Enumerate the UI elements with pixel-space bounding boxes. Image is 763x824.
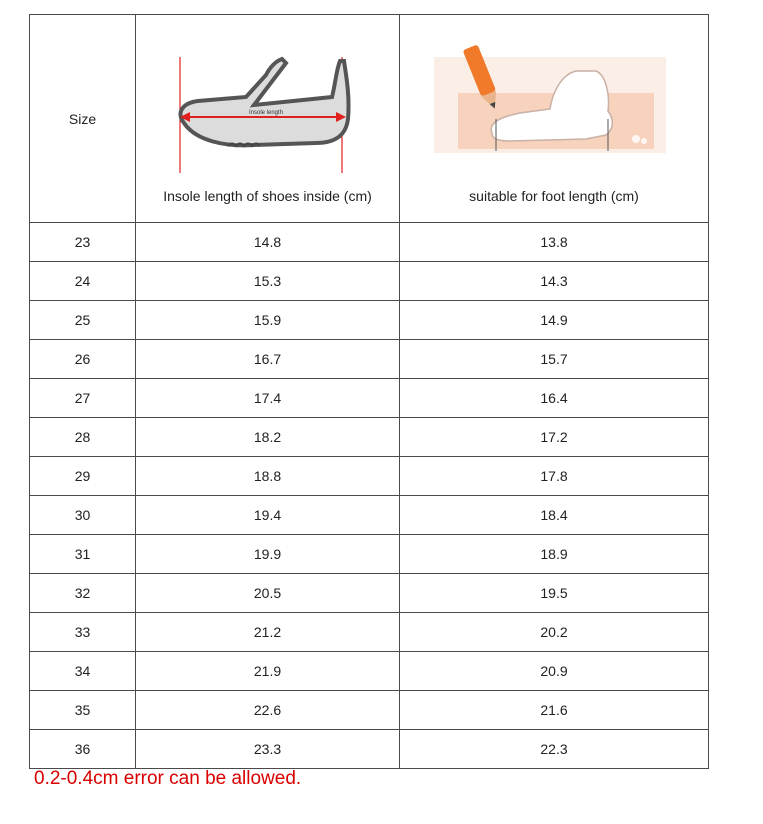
size-cell: 35 bbox=[30, 691, 136, 730]
size-cell: 23 bbox=[30, 223, 136, 262]
insole-header bbox=[136, 15, 400, 223]
size-cell: 31 bbox=[30, 535, 136, 574]
insole-cell: 15.3 bbox=[136, 262, 400, 301]
table-row bbox=[30, 613, 709, 652]
insole-cell: 17.4 bbox=[136, 379, 400, 418]
insole-cell: 19.4 bbox=[136, 496, 400, 535]
table-row bbox=[30, 301, 709, 340]
size-cell: 26 bbox=[30, 340, 136, 379]
foot-cell: 17.2 bbox=[400, 418, 709, 457]
size-cell: 32 bbox=[30, 574, 136, 613]
foot-cell: 14.9 bbox=[400, 301, 709, 340]
size-cell: 24 bbox=[30, 262, 136, 301]
size-cell: 33 bbox=[30, 613, 136, 652]
insole-header-caption: Insole length of shoes inside (cm) bbox=[163, 188, 372, 204]
foot-cell: 15.7 bbox=[400, 340, 709, 379]
table-row bbox=[30, 418, 709, 457]
table-row bbox=[30, 535, 709, 574]
size-cell: 34 bbox=[30, 652, 136, 691]
insole-cell: 21.2 bbox=[136, 613, 400, 652]
table-row bbox=[30, 457, 709, 496]
size-header-label: Size bbox=[68, 110, 97, 127]
foot-cell: 14.3 bbox=[400, 262, 709, 301]
size-rows bbox=[30, 223, 709, 769]
foot-header-caption: suitable for foot length (cm) bbox=[469, 188, 639, 204]
shoe-insole-diagram-icon bbox=[136, 35, 400, 175]
insole-cell: 22.6 bbox=[136, 691, 400, 730]
size-cell: 25 bbox=[30, 301, 136, 340]
table-row bbox=[30, 223, 709, 262]
table-row bbox=[30, 730, 709, 769]
foot-cell: 18.4 bbox=[400, 496, 709, 535]
foot-cell: 18.9 bbox=[400, 535, 709, 574]
foot-cell: 21.6 bbox=[400, 691, 709, 730]
size-cell: 30 bbox=[30, 496, 136, 535]
insole-cell: 18.2 bbox=[136, 418, 400, 457]
header-row bbox=[30, 15, 709, 223]
insole-length-label: Insole length bbox=[248, 110, 284, 116]
table-row bbox=[30, 652, 709, 691]
size-cell: 28 bbox=[30, 418, 136, 457]
foot-cell: 19.5 bbox=[400, 574, 709, 613]
foot-cell: 17.8 bbox=[400, 457, 709, 496]
insole-cell: 15.9 bbox=[136, 301, 400, 340]
foot-measure-diagram-icon bbox=[400, 35, 709, 175]
table-row bbox=[30, 262, 709, 301]
size-chart-table bbox=[29, 14, 709, 769]
table-row bbox=[30, 691, 709, 730]
table-row bbox=[30, 574, 709, 613]
foot-cell: 13.8 bbox=[400, 223, 709, 262]
table-row bbox=[30, 496, 709, 535]
foot-cell: 22.3 bbox=[400, 730, 709, 769]
foot-header bbox=[400, 15, 709, 223]
insole-cell: 16.7 bbox=[136, 340, 400, 379]
insole-cell: 21.9 bbox=[136, 652, 400, 691]
foot-cell: 20.9 bbox=[400, 652, 709, 691]
table-row bbox=[30, 340, 709, 379]
insole-cell: 19.9 bbox=[136, 535, 400, 574]
size-cell: 27 bbox=[30, 379, 136, 418]
size-header bbox=[30, 15, 136, 223]
insole-cell: 23.3 bbox=[136, 730, 400, 769]
insole-cell: 20.5 bbox=[136, 574, 400, 613]
insole-cell: 18.8 bbox=[136, 457, 400, 496]
insole-cell: 14.8 bbox=[136, 223, 400, 262]
table-row bbox=[30, 379, 709, 418]
foot-cell: 20.2 bbox=[400, 613, 709, 652]
foot-cell: 16.4 bbox=[400, 379, 709, 418]
size-cell: 29 bbox=[30, 457, 136, 496]
tolerance-note: 0.2-0.4cm error can be allowed. bbox=[34, 768, 302, 789]
size-cell: 36 bbox=[30, 730, 136, 769]
